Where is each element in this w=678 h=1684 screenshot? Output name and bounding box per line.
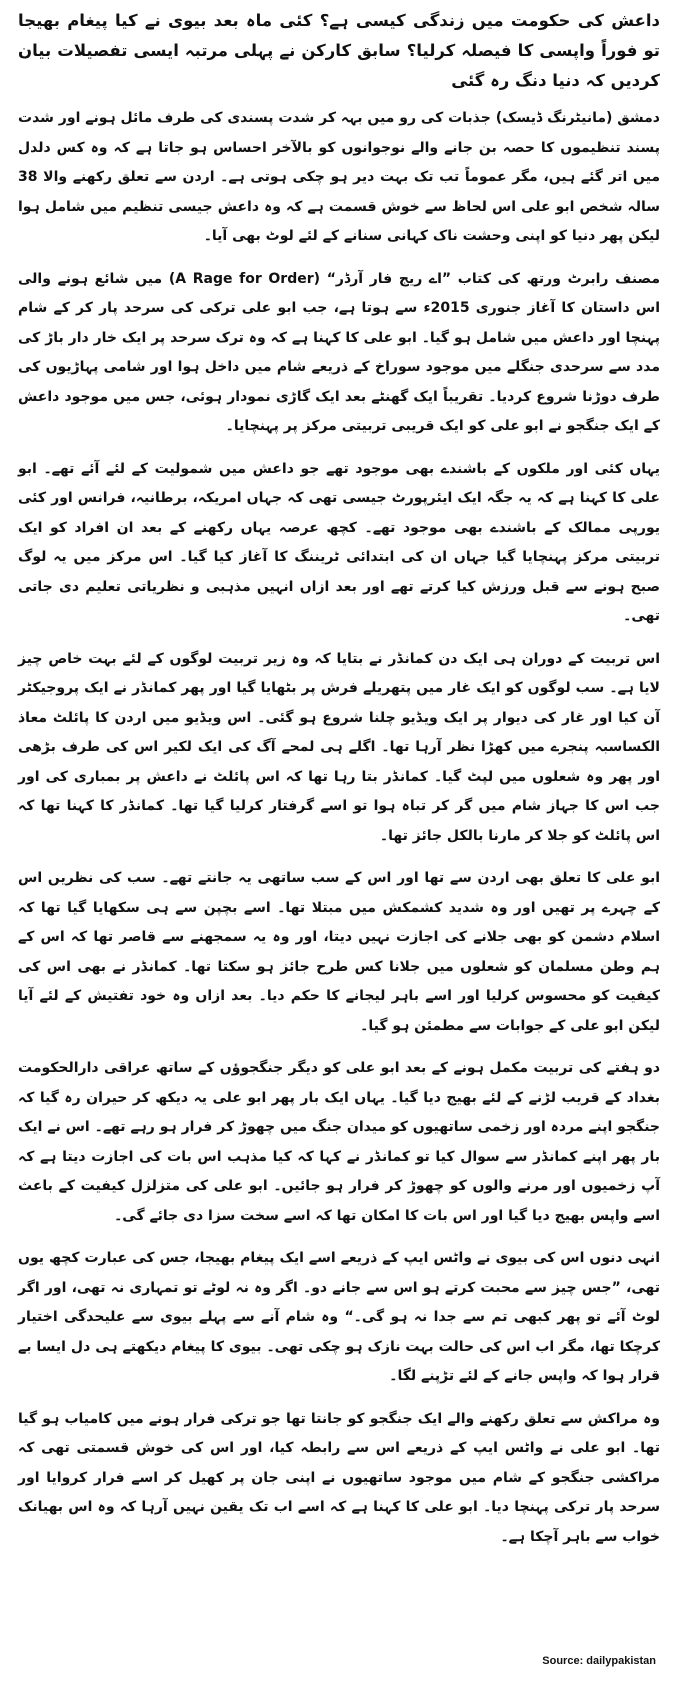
article-paragraph-6: دو ہفتے کی تربیت مکمل ہونے کے بعد ابو علی کو دیگر جنگجوؤں کے ساتھ عراقی دارالحکومت بغداد کے قریب لڑنے کے لئے بھیج دیا گیا۔ یہاں ایک بار پھر ابو علی یہ دیکھ کر حیران رہ گیا کہ جنگجو اپنے مردہ اور زخمی ساتھیوں کو میدان جنگ میں چھوڑ کر فرار ہو رہے تھے۔ اس نے ایک بار پھر اپنے کمانڈر سے سوال کیا تو کمانڈر نے کہا کہ کیا مذہب اس بات کی اجازت دیتا ہے کہ آپ زخمیوں اور مرنے والوں کو چھوڑ کر فرار ہو جائیں۔ ابو علی کی متزلزل کیفیت کے باعث اسے واپس بھیج دیا گیا اور اس بات کا امکان تھا کہ اسے سخت سزا دی جائے گی۔ [18, 1060, 661, 1224]
article-paragraph-4: اس تربیت کے دوران ہی ایک دن کمانڈر نے بتایا کہ وہ زیر تربیت لوگوں کے لئے بہت خاص چیز لایا ہے۔ سب لوگوں کو ایک غار میں پتھریلے فرش پر بٹھایا گیا اور پھر کمانڈر نے ایک پروجیکٹر آن کیا اور غار کی دیوار پر ایک ویڈیو چلنا شروع ہو گئی۔ اس ویڈیو میں اردن کا پائلٹ معاذ الکساسبہ پنجرے میں کھڑا نظر آرہا تھا۔ اگلے ہی لمحے آگ کی ایک لکیر اس کی طرف بڑھی اور پھر وہ شعلوں میں لپٹ گیا۔ کمانڈر بتا رہا تھا کہ اس پائلٹ نے داعش پر بمباری کی اور جب اس کا جہاز شام میں گر کر تباہ ہوا تو اسے گرفتار کرلیا گیا تھا۔ کمانڈر کا کہنا تھا کہ اس پائلٹ کو جلا کر مارنا بالکل جائز تھا۔ [18, 650, 660, 844]
article-paragraph-3: یہاں کئی اور ملکوں کے باشندے بھی موجود تھے جو داعش میں شمولیت کے لئے آئے تھے۔ ابو علی کا کہنا ہے کہ یہ جگہ ایک ایئرپورٹ جیسی تھی کہ جہاں امریکہ، برطانیہ، فرانس اور کئی یورپی ممالک کے باشندے بھی موجود تھے۔ کچھ عرصہ یہاں رکھنے کے بعد ان افراد کو ایک تربیتی مرکز پہنچایا گیا جہاں ان کی ابتدائی ٹریننگ کا آغاز کیا گیا۔ اس مرکز میں یہ لوگ صبح ہونے سے قبل ورزش کیا کرتے تھے اور بعد ازاں انہیں مذہبی و نظریاتی تعلیم دی جاتی تھی۔ [18, 460, 660, 624]
article-paragraph-5: ابو علی کا تعلق بھی اردن سے تھا اور اس کے سب ساتھی یہ جانتے تھے۔ سب کی نظریں اس کے چہرے پر تھیں اور وہ شدید کشمکش میں مبتلا تھا۔ اسے بچپن سے ہی سکھایا گیا تھا کہ اسلام دشمن کو بھی جلانے کی اجازت نہیں دیتا، اور وہ یہ سمجھنے سے قاصر تھا کہ اس کے ہم وطن مسلمان کو شعلوں میں جلانا کس طرح جائز ہو سکتا تھا۔ کمانڈر نے بھی اس کی کیفیت کو محسوس کرلیا اور اسے باہر لیجانے کا حکم دیا۔ بعد ازاں وہ خود تفتیش کے لئے آیا لیکن ابو علی کے جوابات سے مطمئن ہو گیا۔ [18, 870, 660, 1034]
article-paragraph-1: دمشق (مانیٹرنگ ڈیسک) جذبات کی رو میں بہہ کر شدت پسندی کی طرف مائل ہونے اور شدت پسند تنظیموں کا حصہ بن جانے والے نوجوانوں کو بالآخر احساس ہو جاتا ہے کہ وہ کس دلدل میں اتر گئے ہیں، مگر عموماً تب تک بہت دیر ہو چکی ہوتی ہے۔ اردن سے تعلق رکھنے والا 38 سالہ شخص ابو علی اس لحاظ سے خوش قسمت ہے کہ وہ داعش جیسی تنظیم میں شامل ہوا لیکن پھر دنیا کو اپنی وحشت ناک کہانی سنانے کے لئے لوٹ بھی آیا۔ [18, 110, 660, 244]
article-paragraph-7: انہی دنوں اس کی بیوی نے واٹس ایپ کے ذریعے اسے ایک پیغام بھیجا، جس کی عبارت کچھ یوں تھی، ”جس چیز سے محبت کرتے ہو اس سے جانے دو۔ اگر وہ نہ لوٹے تو تمہاری نہ تھی، اور اگر لوٹ آئے تو پھر کبھی تم سے جدا نہ ہو گی۔“ وہ شام آنے سے پہلے بیوی سے علیحدگی اختیار کرچکا تھا، مگر اب اس کی حالت بہت نازک ہو چکی تھی۔ بیوی کا پیغام دیکھتے ہی دل ایسا بے قرار ہوا کہ واپس جانے کے لئے تڑپنے لگا۔ [18, 1250, 660, 1384]
article-title: داعش کی حکومت میں زندگی کیسی ہے؟ کئی ماہ بعد بیوی نے کیا پیغام بھیجا تو فوراً واپسی کا فیصلہ کرلیا؟ سابق کارکن نے پہلی مرتبہ ایسی تفصیلات بیان کردیں کہ دنیا دنگ رہ گئی [18, 11, 660, 90]
article-paragraph-8: وہ مراکش سے تعلق رکھنے والے ایک جنگجو کو جانتا تھا جو ترکی فرار ہونے میں کامیاب ہو گیا تھا۔ ابو علی نے واٹس ایپ کے ذریعے اس سے رابطہ کیا، اور اس کی خوش قسمتی تھی کہ مراکشی جنگجو کے شام میں موجود ساتھیوں نے اپنی جان پر کھیل کر اسے فرار کروایا اور سرحد پار ترکی پہنچا دیا۔ ابو علی کا کہنا ہے کہ اسے اب تک یقین نہیں آرہا کہ وہ اس بھیانک خواب سے باہر آچکا ہے۔ [18, 1410, 660, 1545]
source-credit: Source: dailypakistan [542, 1655, 656, 1667]
article-paragraph-2: مصنف رابرٹ ورتھ کی کتاب ”اے ریج فار آرڈر“ (A Rage for Order) میں شائع ہونے والی اس داستان کا آغاز جنوری 2015ء سے ہوتا ہے، جب ابو علی ترکی کی سرحد پار کر کے شام پہنچا اور داعش میں شامل ہو گیا۔ ابو علی کا کہنا ہے کہ وہ ترک سرحد پر ایک خار دار باڑ کی مدد سے سرحدی جنگلے میں موجود سوراخ کے ذریعے شام میں داخل ہوا اور شامی پہاڑیوں کی طرف دوڑنا شروع کردیا۔ تقریباً ایک گھنٹے بعد ایک گاڑی نمودار ہوئی، جس میں موجود داعش کے ایک جنگجو نے ابو علی کو ایک قریبی تربیتی مرکز پر پہنچایا۔ [18, 270, 660, 434]
